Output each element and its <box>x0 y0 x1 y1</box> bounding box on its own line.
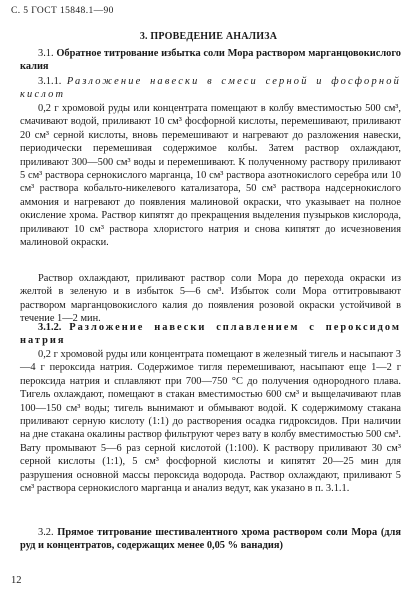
section-3-1-number: 3.1. <box>38 48 54 59</box>
section-3-1-1-number: 3.1.1. <box>38 76 62 87</box>
section-3-1-1-heading <box>20 75 401 102</box>
section-3-2-title: Прямое титрование шестивалентного хрома раствором соли Мора (для руд и концентратов, содержащих менее 0,05 % ванадия) <box>20 527 401 552</box>
page-header: С. 5 ГОСТ 15848.1—90 <box>11 6 114 16</box>
section-3-1-title: Обратное титрование избытка соли Мора раствором марганцовокислого калия <box>20 48 401 73</box>
section-3-2-heading <box>20 526 401 553</box>
section-3-1-2-title: Разложение навески сплавлением с пероксидом натрия <box>20 322 401 347</box>
paragraph-acid-decomposition: 0,2 г хромовой руды или концентрата помещают в колбу вместимостью 500 см³, смачивают водой, приливают 10 см³ фосфорной кислоты, перемешивают, приливают 20 см³ серной кислоты, вновь перемешивают и нагревают до разложения навески, периодически перемешивая содержимое колбы. Затем раствор охлаждают, приливают 300—500 см³ воды и перемешивают. К полученному раствору приливают 5 см³ раствора сернокислого марганца, 10 см³ раствора азотнокислого серебра или 10 см³ раствора кобальто-никелевого катализатора, 50 см³ раствора надсернокислого аммония и нагревают до появления малиновой окраски, что указывает на полное окисление хрома. Раствор кипятят до прекращения выделения пузырьков кислорода, приливают 10 см³ раствора хлористого натрия и снова кипятят до исчезновения малиновой окраски. <box>20 103 401 249</box>
page-number: 12 <box>11 575 22 586</box>
section-3-1-2-number: 3.1.2. <box>38 322 62 333</box>
section-3-1-2-heading <box>20 321 401 348</box>
paragraph-mohr-salt-titration: Раствор охлаждают, приливают раствор соли Мора до перехода окраски из желтой в зеленую и в избыток 5—6 см³. Избыток соли Мора оттитровывают раствором марганцовокислого калия до появления розовой окраски устойчивой в течение 1—2 мин. <box>20 273 401 325</box>
paragraph-peroxide-fusion: 0,2 г хромовой руды или концентрата помещают в железный тигель и насыпают 3—4 г пероксида натрия. Содержимое тигля перемешивают, насыпают еще 1—2 г пероксида натрия и сплавляют при 700—750 °С до получения однородного плава. Тигель охлаждают, помещают в стакан вместимостью 600 см³ и выщелачивают плав 100—150 см³ воды; тигель вынимают и обмывают водой. К содержимому стакана приливают серную кислоту (1:1) до растворения осадка гидроксидов. При наличии на дне стакана окалины раствор фильтруют через вату в колбу вместимостью 500 см³. Вату промывают 5—6 раз серной кислотой (1:100). К раствору приливают 30 см³ серной кислоты (1:1), 5 см³ фосфорной кислоты и кипятят 20—25 мин для разрушения основной массы пероксида водорода. Раствор охлаждают, приливают 5 см³ раствора сернокислого марганца и анализ ведут, как указано в п. 3.1.1. <box>20 349 401 495</box>
section-3-2-number: 3.2. <box>38 527 54 538</box>
section-3-1-heading <box>20 47 401 74</box>
chapter-title: 3. ПРОВЕДЕНИЕ АНАЛИЗА <box>139 31 278 42</box>
section-3-1-1-title: Разложение навески в смеси серной и фосфорной кислот <box>20 76 401 101</box>
